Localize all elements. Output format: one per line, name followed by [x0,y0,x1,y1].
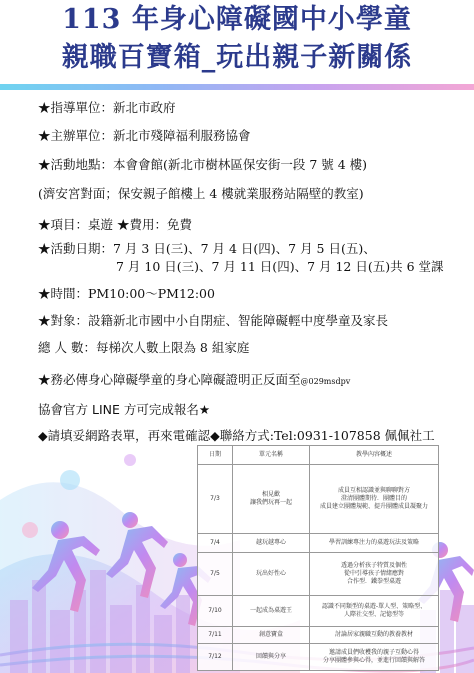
table-row [198,465,439,534]
row-unit: 相見歡 讓我們玩再一起 [233,465,310,534]
header-unit: 單元名稱 [233,446,310,465]
row-date: 7/5 [198,553,233,596]
time-line: ★時間：PM10:00～PM12:00 [38,286,215,301]
row-date: 7/11 [198,627,233,644]
row-date: 7/3 [198,465,233,534]
row-content: 學習訓練專注力的桌遊玩法及策略 [310,534,439,553]
title-divider-band [0,84,474,90]
schedule-header-row [198,446,439,465]
row-unit: 越玩越專心 [233,534,310,553]
dates-line-2: 7 月 10 日(三)、7 月 11 日(四)、7 月 12 日(五)共 6 堂課 [116,259,444,274]
row-content: 認識不同類型的桌遊-單人型、策略型、 人際社交型、記憶型等 [310,596,439,627]
row-content: 透過分析孩子特質及個性 從中引導孩子情緒應對 合作型．鐵拳型桌遊 [310,553,439,596]
table-row [198,627,439,644]
row-unit: 一起成為桌遊王 [233,596,310,627]
title-line-1: 113 年身心障礙國中小學童 [62,4,412,35]
line-note-line: 協會官方 LINE 方可完成報名★ [38,402,211,417]
supervisor-line: ★指導單位：新北市政府 [38,100,176,115]
dates-line-1: ★活動日期：7 月 3 日(三)、7 月 4 日(四)、7 月 5 日(五)、 [38,241,376,256]
row-date: 7/12 [198,644,233,671]
signup-line: ◆請填妥網路表單，再來電確認◆聯絡方式:Tel:0931-107858 佩佩社工 [38,428,435,443]
target-line: ★對象：設籍新北市國中小自閉症、智能障礙輕中度學童及家長 [38,313,389,328]
quota-line: 總 人 數：每梯次人數上限為 8 組家庭 [38,340,250,355]
organizer-line: ★主辦單位：新北市殘障福利服務協會 [38,128,251,143]
row-content: 邀請成員們收穫我的親子互動心得 分享團體參與心得，並進行回饋與解答 [310,644,439,671]
row-content: 討論居家親職互動的教養教材 [310,627,439,644]
venue-line: ★活動地點：本會會館(新北市樹林區保安街一段 7 號 4 樓) [38,157,368,172]
row-unit: 玩出好性心 [233,553,310,596]
line-id: @029msdpv [300,377,351,386]
venue-note-line: (濟安宮對面；保安親子館樓上 4 樓就業服務站隔壁的教室) [38,186,364,201]
title-line-2: 親職百寶箱_玩出親子新關係 [61,42,413,73]
item-fee-line: ★項目：桌遊 ★費用：免費 [38,217,192,232]
header-date: 日期 [198,446,233,465]
cert-note-text: ★務必傳身心障礙學童的身心障礙證明正反面至 [38,372,301,387]
table-row [198,644,439,671]
table-row [198,534,439,553]
row-date: 7/4 [198,534,233,553]
row-unit: 創意寶盒 [233,627,310,644]
header-content: 教學內容概述 [310,446,439,465]
row-content: 成員互相認識並與聊聊對方 澄清團體期待．團體目的 成員建立團體規範、提升團體成員凝聚力 [310,465,439,534]
cert-note-line [38,372,350,390]
table-row [198,596,439,627]
row-unit: 回饋與分享 [233,644,310,671]
schedule-table [197,445,439,671]
table-row [198,553,439,596]
row-date: 7/10 [198,596,233,627]
